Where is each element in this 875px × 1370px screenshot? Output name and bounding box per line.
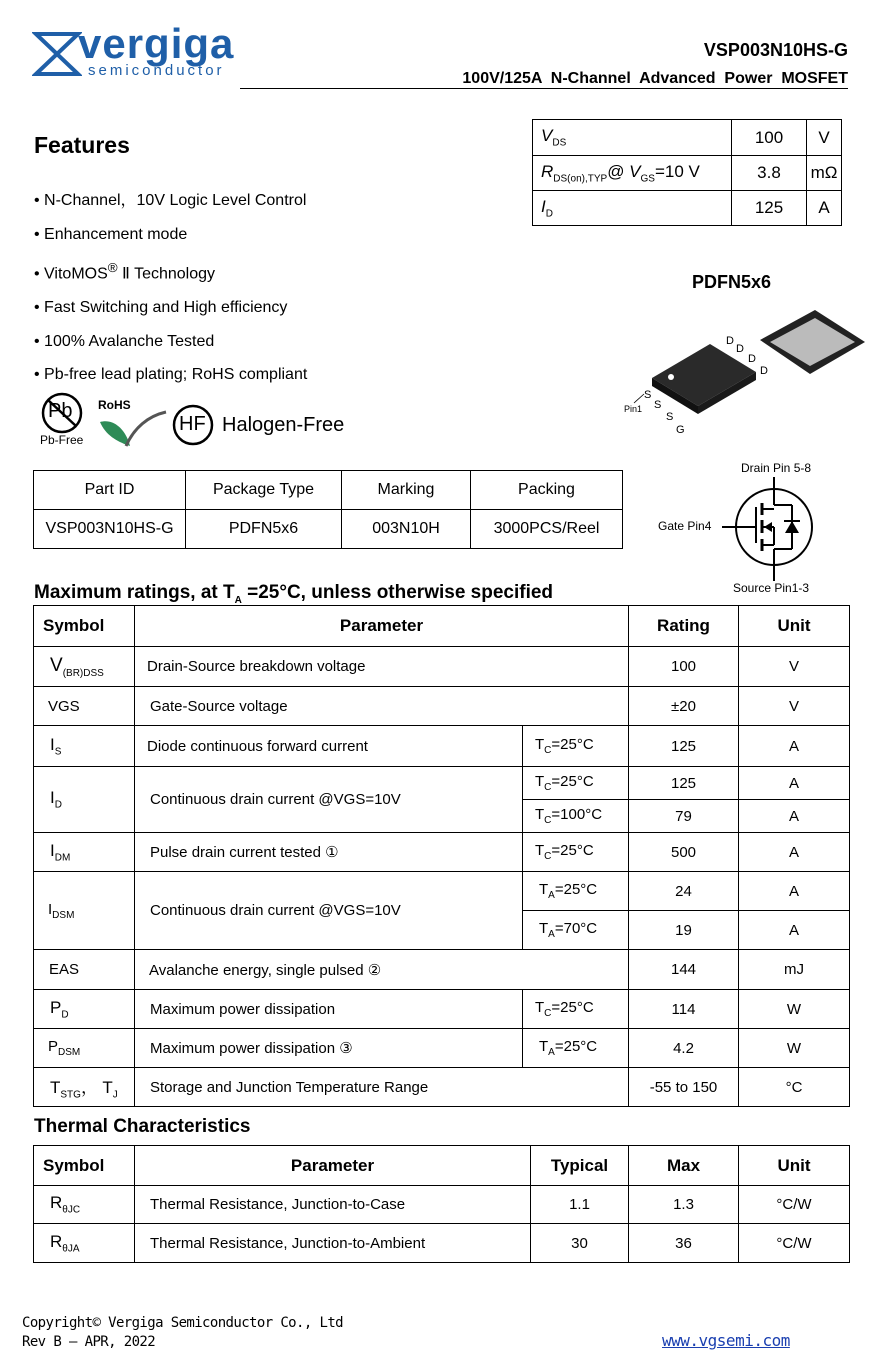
parameter-cell: Drain-Source breakdown voltage xyxy=(135,647,629,687)
order-header-part-id: Part ID xyxy=(34,471,186,510)
pin-label-d4: D xyxy=(760,365,768,377)
symbol-cell: $P_D$ xyxy=(34,990,135,1029)
condition-cell: $T_C=25^\circ C$ xyxy=(523,767,629,800)
parameter-cell: Continuous drain current @VGS=10V xyxy=(135,767,523,833)
rating-cell: 125 xyxy=(629,767,739,800)
symbol-cell: $I_D$ xyxy=(34,767,135,833)
rating-cell: ±20 xyxy=(629,687,739,726)
parameter-cell: Thermal Resistance, Junction-to-Case xyxy=(135,1186,531,1224)
thermal-table xyxy=(33,1145,850,1263)
rating-cell: 114 xyxy=(629,990,739,1029)
unit-cell: A xyxy=(739,767,850,800)
feature-item: • Pb-free lead plating; RoHS compliant xyxy=(34,366,308,384)
symbol-cell: $I_{DSM}$ xyxy=(34,872,135,950)
order-info-table xyxy=(33,470,623,549)
spec-vds-value: 100 xyxy=(732,120,807,156)
unit-cell: V xyxy=(739,687,850,726)
unit-cell: A xyxy=(739,911,850,950)
logo xyxy=(32,20,252,82)
parameter-cell: Thermal Resistance, Junction-to-Ambient xyxy=(135,1224,531,1263)
table-row xyxy=(34,1186,850,1224)
condition-cell: $T_C=25^\circ C$ xyxy=(523,990,629,1029)
thermal-header-row xyxy=(34,1146,850,1186)
max-ratings-title: Maximum ratings, at $T_A =25^\circ C$, unless otherwise specified xyxy=(34,582,554,606)
order-header-package: Package Type xyxy=(186,471,342,510)
max-ratings-table xyxy=(33,605,850,1107)
spec-vds-symbol: $V_{DS}$ xyxy=(533,120,732,156)
table-row xyxy=(34,687,850,726)
table-row xyxy=(34,1068,850,1107)
pb-symbol: Pb xyxy=(48,400,73,422)
spec-rds-symbol: $R_{DS(on),TYP}@$ $V_{GS}=10$ V xyxy=(533,156,732,191)
halogen-free-text: Halogen-Free xyxy=(222,414,345,436)
halogen-free-badge xyxy=(172,404,362,446)
footer-revision: Rev B – APR, 2022 xyxy=(22,1334,156,1350)
thermal-header-parameter: Parameter xyxy=(135,1146,531,1186)
thermal-header-typical: Typical xyxy=(531,1146,629,1186)
table-row xyxy=(34,990,850,1029)
rating-cell: -55 to 150 xyxy=(629,1068,739,1107)
pin-label-s1: S xyxy=(644,389,652,401)
features-title: Features xyxy=(34,132,130,158)
header-rule xyxy=(240,88,848,89)
max-cell: 1.3 xyxy=(629,1186,739,1224)
table-row xyxy=(34,1029,850,1068)
features-list xyxy=(34,184,307,392)
pin-label-s2: S xyxy=(654,399,662,411)
condition-cell: $T_C=25^\circ C$ xyxy=(523,726,629,767)
table-row xyxy=(34,767,850,800)
header-parameter: Parameter xyxy=(135,606,629,647)
mosfet-symbol-icon xyxy=(722,477,822,581)
header-unit: Unit xyxy=(739,606,850,647)
spec-vds-unit: V xyxy=(807,120,842,156)
table-row xyxy=(34,950,850,990)
pin-label-d2: D xyxy=(736,343,744,355)
order-marking: 003N10H xyxy=(342,510,471,549)
order-part-id: VSP003N10HS-G xyxy=(34,510,186,549)
symbol-cell: $P_{DSM}$ xyxy=(34,1029,135,1068)
table-row xyxy=(34,726,850,767)
typical-cell: 30 xyxy=(531,1224,629,1263)
rating-cell: 19 xyxy=(629,911,739,950)
rohs-leaf-icon xyxy=(96,408,168,452)
parameter-cell: Maximum power dissipation ③ xyxy=(135,1029,523,1068)
feature-item: • N-Channel，10V Logic Level Control xyxy=(34,192,307,209)
package-title: PDFN5x6 xyxy=(692,272,772,292)
unit-cell: V xyxy=(739,647,850,687)
schematic-source-label: Source Pin1-3 xyxy=(733,581,810,595)
logo-subtitle: semiconductor xyxy=(88,62,225,79)
logo-mark-icon xyxy=(32,28,82,80)
order-package: PDFN5x6 xyxy=(186,510,342,549)
spec-id-value: 125 xyxy=(732,191,807,226)
symbol-cell: EAS xyxy=(34,950,135,990)
feature-item: • 100% Avalanche Tested xyxy=(34,332,215,350)
hf-symbol: HF xyxy=(179,413,206,435)
unit-cell: °C xyxy=(739,1068,850,1107)
table-row xyxy=(34,872,850,911)
pb-free-text: Pb-Free xyxy=(40,433,84,447)
order-header-packing: Packing xyxy=(471,471,623,510)
logo-word: vergiga xyxy=(78,20,235,67)
feature-item: • Enhancement mode xyxy=(34,225,188,243)
rating-cell: 144 xyxy=(629,950,739,990)
symbol-cell: $I_{DM}$ xyxy=(34,833,135,872)
unit-cell: W xyxy=(739,1029,850,1068)
package-bottom-view xyxy=(760,310,865,374)
pin-label-g: G xyxy=(676,424,685,436)
spec-id-unit: A xyxy=(807,191,842,226)
thermal-header-max: Max xyxy=(629,1146,739,1186)
rating-cell: 125 xyxy=(629,726,739,767)
table-row xyxy=(34,833,850,872)
unit-cell: W xyxy=(739,990,850,1029)
unit-cell: A xyxy=(739,872,850,911)
rating-cell: 79 xyxy=(629,800,739,833)
pin-label-d1: D xyxy=(726,335,734,347)
thermal-header-unit: Unit xyxy=(739,1146,850,1186)
header-subtitle: 100V/125A N-Channel Advanced Power MOSFET xyxy=(462,70,848,87)
rating-cell: 4.2 xyxy=(629,1029,739,1068)
condition-cell: $T_C=100^\circ C$ xyxy=(523,800,629,833)
header-rating: Rating xyxy=(629,606,739,647)
unit-cell: A xyxy=(739,833,850,872)
max-cell: 36 xyxy=(629,1224,739,1263)
unit-cell: A xyxy=(739,726,850,767)
header-symbol: Symbol xyxy=(34,606,135,647)
condition-cell: $T_A=70^\circ C$ xyxy=(523,911,629,950)
pin-label-s3: S xyxy=(666,411,674,423)
unit-cell: mJ xyxy=(739,950,850,990)
package-drawing xyxy=(620,300,870,440)
rating-cell: 500 xyxy=(629,833,739,872)
max-ratings-header-row xyxy=(34,606,850,647)
condition-cell: $T_A=25^\circ C$ xyxy=(523,1029,629,1068)
schematic-gate-label: Gate Pin4 xyxy=(658,519,712,533)
unit-cell: °C/W xyxy=(739,1186,850,1224)
parameter-cell: Gate-Source voltage xyxy=(135,687,629,726)
spec-id-symbol: $I_D$ xyxy=(533,191,732,226)
rating-cell: 24 xyxy=(629,872,739,911)
symbol-cell: $V_{(BR)DSS}$ xyxy=(34,647,135,687)
rohs-badge xyxy=(96,396,168,452)
unit-cell: A xyxy=(739,800,850,833)
symbol-cell: $R_{\theta JA}$ xyxy=(34,1224,135,1263)
order-packing: 3000PCS/Reel xyxy=(471,510,623,549)
parameter-cell: Pulse drain current tested ① xyxy=(135,833,523,872)
pin1-label: Pin1 xyxy=(624,404,643,414)
parameter-cell: Diode continuous forward current xyxy=(135,726,523,767)
part-number: VSP003N10HS-G xyxy=(703,40,848,60)
rating-cell: 100 xyxy=(629,647,739,687)
thermal-title: Thermal Characteristics xyxy=(34,1116,251,1137)
pb-free-badge xyxy=(38,392,94,448)
spec-rds-value: 3.8 xyxy=(732,156,807,191)
condition-cell: $T_C=25^\circ C$ xyxy=(523,833,629,872)
schematic-drain-label: Drain Pin 5-8 xyxy=(741,461,812,475)
parameter-cell: Avalanche energy, single pulsed ② xyxy=(135,950,629,990)
symbol-cell: $T_{STG}$， $T_J$ xyxy=(34,1068,135,1107)
thermal-header-symbol: Symbol xyxy=(34,1146,135,1186)
order-header-marking: Marking xyxy=(342,471,471,510)
feature-item: • VitoMOS® Ⅱ Technology xyxy=(34,260,216,283)
unit-cell: °C/W xyxy=(739,1224,850,1263)
pin-label-d3: D xyxy=(748,353,756,365)
parameter-cell: Maximum power dissipation xyxy=(135,990,523,1029)
key-spec-table xyxy=(532,119,842,226)
spec-rds-unit: mΩ xyxy=(807,156,842,191)
table-row xyxy=(34,1224,850,1263)
symbol-cell: $I_S$ xyxy=(34,726,135,767)
symbol-cell: $R_{\theta JC}$ xyxy=(34,1186,135,1224)
parameter-cell: Storage and Junction Temperature Range xyxy=(135,1068,629,1107)
feature-item: • Fast Switching and High efficiency xyxy=(34,299,288,317)
typical-cell: 1.1 xyxy=(531,1186,629,1224)
parameter-cell: Continuous drain current @VGS=10V xyxy=(135,872,523,950)
footer-copyright: Copyright© Vergiga Semiconductor Co., Ltd xyxy=(22,1315,343,1331)
footer-website-link[interactable]: www.vgsemi.com xyxy=(662,1331,790,1350)
table-row xyxy=(34,647,850,687)
symbol-cell: VGS xyxy=(34,687,135,726)
condition-cell: $T_A=25^\circ C$ xyxy=(523,872,629,911)
rohs-text: RoHS xyxy=(98,398,131,412)
